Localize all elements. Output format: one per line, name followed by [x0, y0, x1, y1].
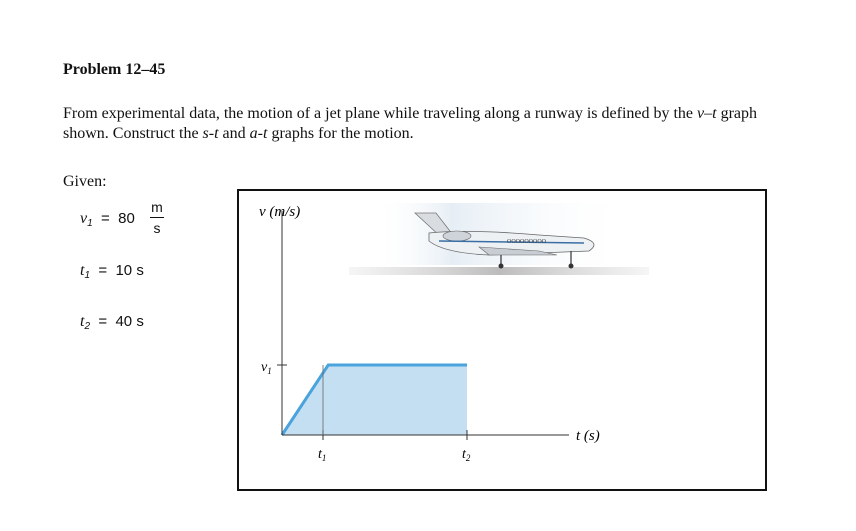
v1-equals: = — [101, 210, 110, 227]
vt-graph — [239, 191, 765, 489]
fraction-bar — [150, 217, 164, 218]
statement-part-1: From experimental data, the motion of a jet plane while traveling along a runway is defined by the — [63, 105, 698, 122]
t1-axis-label: $t_1$ — [318, 447, 327, 463]
x-axis-label: t (s) — [576, 428, 600, 444]
plane-wheel — [499, 264, 504, 269]
vt-figure — [237, 189, 767, 491]
jet-plane-illustration — [349, 203, 649, 275]
runway — [349, 267, 649, 275]
plane-engine — [443, 231, 471, 241]
t2-subscript: 2 — [84, 321, 91, 332]
v1-unit-fraction — [150, 199, 164, 236]
given-v1 — [80, 210, 135, 229]
given-t1 — [80, 262, 144, 281]
t2-axis-label: $t_2$ — [462, 447, 471, 463]
statement-st: s-t — [202, 125, 219, 142]
t2-symbol: t — [80, 313, 85, 330]
given-label: Given: — [63, 173, 107, 190]
t2-value: 40 s — [115, 313, 144, 330]
v1-symbol: v — [80, 210, 88, 227]
y-axis-label: v (m/s) — [259, 204, 301, 220]
v1-subscript: 1 — [87, 218, 93, 229]
problem-statement — [63, 104, 803, 144]
plane-windows: OOOOOOOOO — [507, 239, 546, 245]
problem-heading: Problem 12–45 — [63, 61, 166, 78]
v1-axis-label: $v_1$ — [261, 360, 272, 376]
plane-nose-wheel — [569, 264, 574, 269]
statement-part-4: graphs for the motion. — [267, 125, 414, 142]
v1-unit-denominator: s — [153, 220, 161, 236]
vt-area-fill — [282, 365, 467, 435]
statement-vt: v–t — [697, 105, 717, 122]
t2-equals: = — [98, 313, 108, 330]
statement-part-3: and — [218, 125, 250, 142]
t1-equals: = — [98, 262, 108, 279]
statement-at: a-t — [249, 125, 268, 142]
t1-subscript: 1 — [84, 270, 91, 281]
v1-value: 80 — [118, 210, 135, 227]
v1-unit-numerator: m — [151, 199, 163, 215]
t1-value: 10 s — [115, 262, 144, 279]
statement-part-2: graph shown. Construct the — [63, 105, 758, 142]
given-t2 — [80, 313, 144, 332]
t1-symbol: t — [80, 262, 85, 279]
